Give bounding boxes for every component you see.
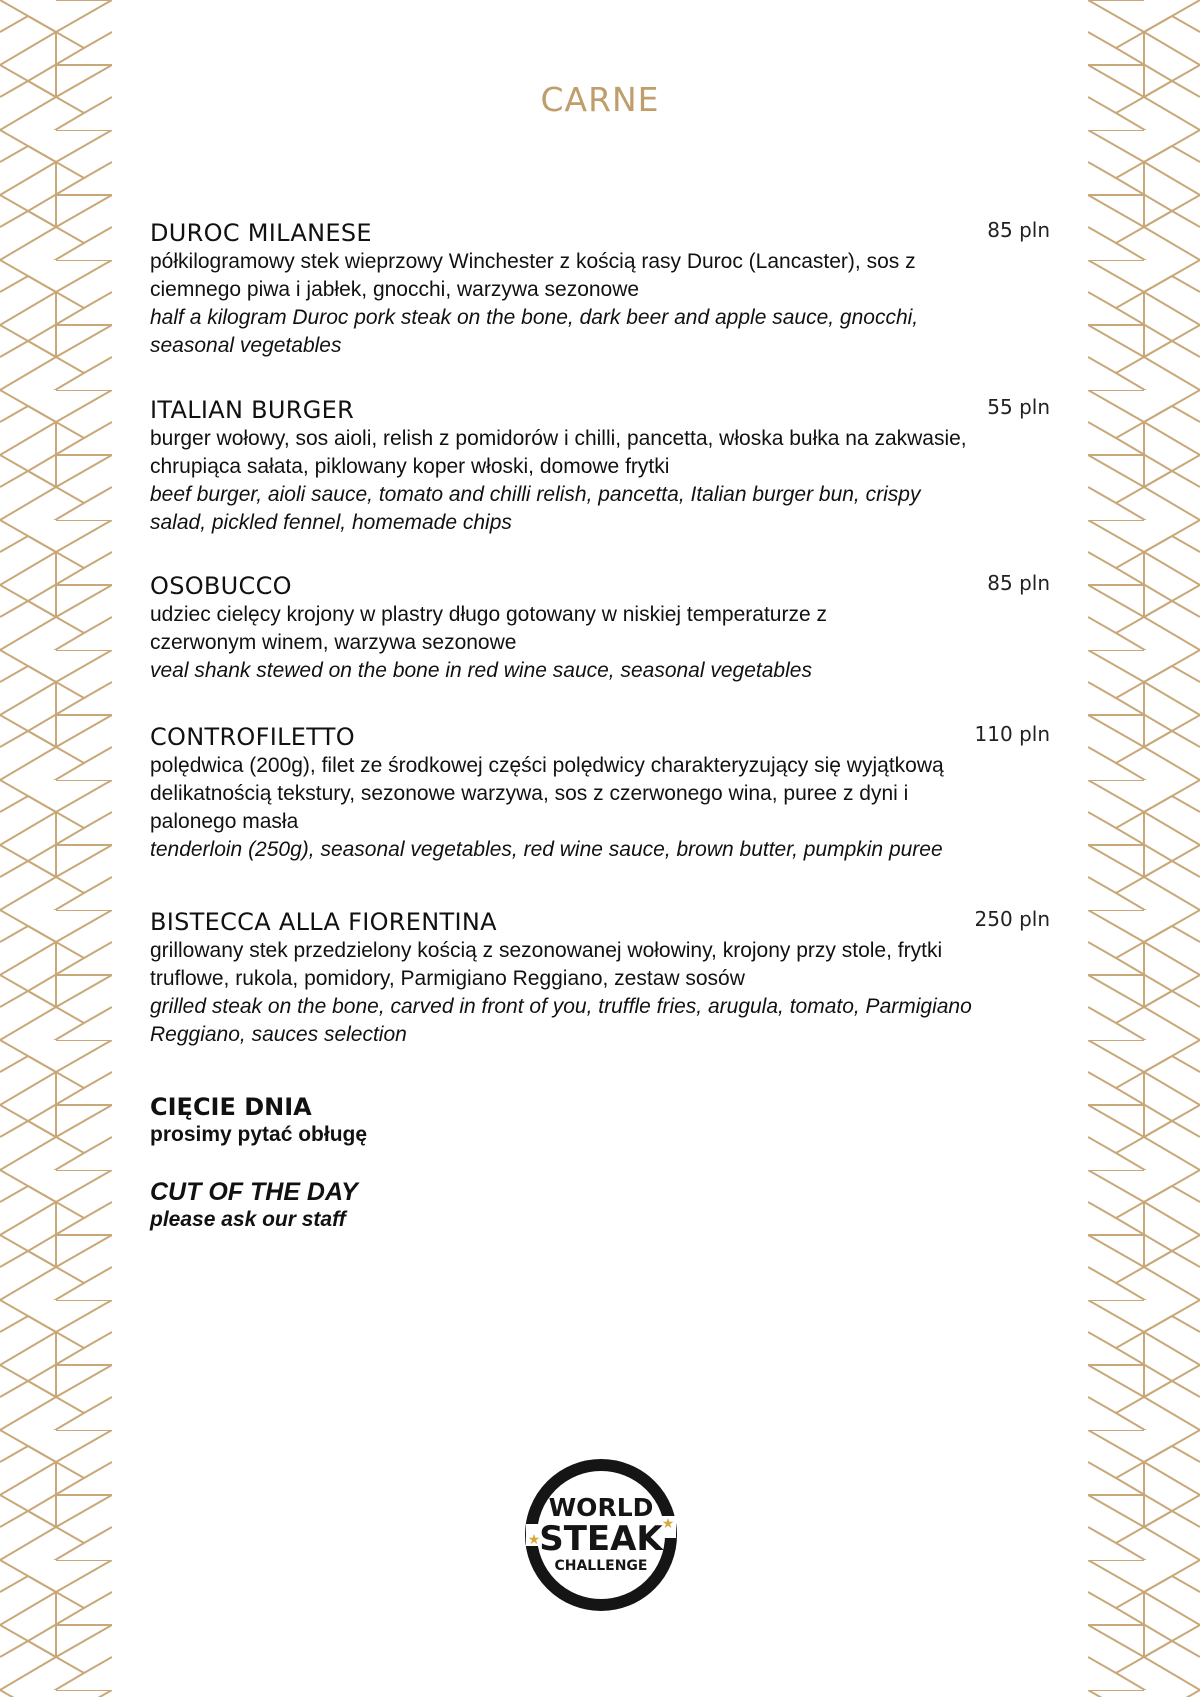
left-border-pattern: [0, 0, 112, 1697]
item-name: CONTROFILETTO: [150, 723, 355, 751]
star-icon: ★: [527, 1531, 541, 1547]
item-price: 55 pln: [987, 395, 1050, 419]
item-description-en: beef burger, aioli sauce, tomato and chilli relish, pancetta, Italian burger bun, crispy salad, pickled fennel, homemade chips: [150, 483, 921, 534]
item-description-en: half a kilogram Duroc pork steak on the bone, dark beer and apple sauce, gnocchi, seasonal vegetables: [150, 306, 919, 357]
item-description-pl: grillowany stek przedzielony kością z sezonowanej wołowiny, krojony przy stole, frytki truflowe, rukola, pomidory, Parmigiano Reggiano, zestaw sosów: [150, 939, 943, 990]
item-description-en: tenderloin (250g), seasonal vegetables, red wine sauce, brown butter, pumpkin puree: [150, 838, 943, 861]
special-en: [150, 1177, 850, 1233]
special-name: CUT OF THE DAY: [150, 1178, 358, 1206]
special-name: CIĘCIE DNIA: [150, 1093, 312, 1121]
star-icon: ★: [661, 1515, 675, 1531]
item-description-pl: burger wołowy, sos aioli, relish z pomidorów i chilli, pancetta, włoska bułka na zakwasie, chrupiąca sałata, piklowany koper włoski, domowe frytki: [150, 427, 967, 478]
menu-item: [150, 722, 1050, 864]
item-price: 110 pln: [974, 722, 1050, 746]
item-description-en: veal shank stewed on the bone in red wine sauce, seasonal vegetables: [150, 659, 812, 682]
item-name: BISTECCA ALLA FIORENTINA: [150, 908, 497, 936]
item-description-pl: udziec cielęcy krojony w plastry długo gotowany w niskiej temperaturze z czerwonym winem, warzywa sezonowe: [150, 603, 827, 654]
logo-line-3: CHALLENGE: [554, 1558, 648, 1574]
special-note: please ask our staff: [150, 1208, 346, 1231]
logo-line-1: WORLD: [548, 1493, 654, 1522]
world-steak-challenge-logo: [524, 1458, 678, 1612]
item-name: DUROC MILANESE: [150, 219, 372, 247]
menu-item: [150, 395, 1050, 537]
logo-line-2: STEAK: [539, 1519, 663, 1559]
menu-item: [150, 907, 1050, 1049]
item-price: 85 pln: [987, 218, 1050, 242]
special-note: prosimy pytać obługę: [150, 1123, 368, 1146]
item-name: OSOBUCCO: [150, 572, 292, 600]
item-price: 85 pln: [987, 571, 1050, 595]
menu-item: [150, 218, 1050, 360]
item-description-en: grilled steak on the bone, carved in front of you, truffle fries, arugula, tomato, Parmigiano Reggiano, sauces selection: [150, 995, 972, 1046]
item-description-pl: półkilogramowy stek wieprzowy Winchester z kością rasy Duroc (Lancaster), sos z ciemnego piwa i jabłek, gnocchi, warzywa sezonowe: [150, 250, 916, 301]
item-description-pl: polędwica (200g), filet ze środkowej części polędwicy charakteryzujący się wyjątkową delikatnością tekstury, sezonowe warzywa, sos z czerwonego wina, puree z dyni i palonego masła: [150, 754, 944, 833]
section-title: CARNE: [540, 80, 660, 119]
menu-item: [150, 571, 1050, 685]
right-border-pattern: [1088, 0, 1200, 1697]
item-name: ITALIAN BURGER: [150, 396, 355, 424]
special-pl: [150, 1092, 850, 1148]
item-price: 250 pln: [974, 907, 1050, 931]
